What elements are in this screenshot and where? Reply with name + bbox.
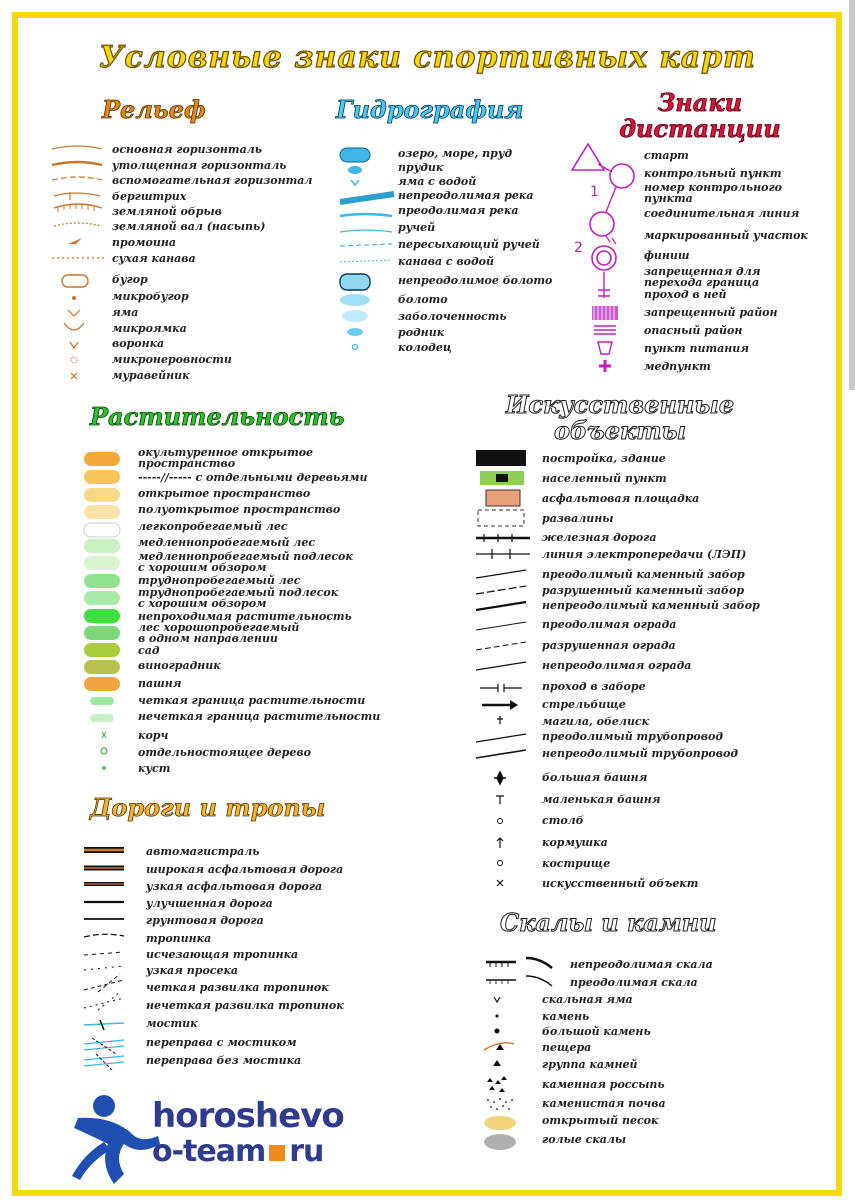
rock-label-10: голые скалы xyxy=(542,1133,627,1146)
fence-symbol xyxy=(476,622,526,630)
distance-label-9: проход в ней xyxy=(644,288,727,301)
distance-label-11: опасный район xyxy=(644,324,743,337)
cairn-symbol xyxy=(498,819,503,824)
logo-oteam: o-team xyxy=(152,1134,266,1169)
art-label-6: преодолимый каменный забор xyxy=(542,568,745,581)
relief-label-4: земляной обрыв xyxy=(112,205,222,218)
relief-label-7: сухая канава xyxy=(112,252,196,265)
art-label-4: железная дорога xyxy=(542,531,657,544)
crossing-point-symbol xyxy=(480,684,522,692)
road-label-10: мостик xyxy=(146,1017,198,1030)
hydro-label-3: непреодолимая река xyxy=(398,189,534,202)
boulder-field-symbol xyxy=(487,1076,507,1092)
veg-swatch-15 xyxy=(90,714,114,722)
road-label-3: улучшенная дорога xyxy=(146,897,273,910)
high-wall-symbol xyxy=(476,602,526,610)
small-depression-symbol xyxy=(64,323,84,330)
logo-square-icon xyxy=(269,1145,285,1161)
small-tower-symbol xyxy=(496,796,504,804)
veg-label-5: легкопробегаемый лес xyxy=(138,520,288,533)
earth-bank-symbol xyxy=(54,204,102,208)
relief-label-14: муравейник xyxy=(112,369,190,382)
control-number-1: 1 xyxy=(590,184,599,200)
relief-label-9: микробугор xyxy=(112,290,189,303)
distance-label-0: старт xyxy=(644,149,689,162)
veg-swatch-13 xyxy=(84,677,120,691)
rock-label-8: каменистая почва xyxy=(542,1097,666,1110)
veg-symbol-17 xyxy=(101,748,107,754)
relief-label-10: яма xyxy=(112,306,139,319)
rock-label-5: пещера xyxy=(542,1041,592,1054)
grave-symbol xyxy=(497,716,503,724)
section-title-rocks: Скалы и камни xyxy=(500,908,717,937)
feeding-place-symbol xyxy=(497,838,503,848)
road-label-11: переправа с мостиком xyxy=(146,1036,297,1049)
veg-swatch-10 xyxy=(84,626,120,640)
building-symbol xyxy=(476,450,526,466)
logo-line2 xyxy=(152,1134,323,1169)
art-label-1: населенный пункт xyxy=(542,472,667,485)
crossing-bridge-symbol xyxy=(84,1040,124,1050)
boulder-symbol xyxy=(495,1014,498,1017)
veg-swatch-1 xyxy=(84,470,120,484)
hydro-label-6: пересыхающий ручей xyxy=(398,238,540,251)
index-contour-symbol xyxy=(52,162,102,165)
distance-label-5: маркированный участок xyxy=(644,229,808,242)
clear-junction-symbol xyxy=(84,974,124,992)
art-label-15: преодолимый трубопровод xyxy=(542,730,723,743)
road-label-12: переправа без мостика xyxy=(146,1054,302,1067)
veg-label-6: медленнопробегаемый лес xyxy=(138,536,316,549)
art-label-11: непреодолимая ограда xyxy=(542,659,692,672)
high-fence-symbol xyxy=(476,662,526,670)
veg-swatch-14 xyxy=(90,697,114,705)
art-label-2: асфальтовая площадка xyxy=(542,492,700,505)
section-title-hydrography: Гидрография xyxy=(336,95,524,124)
danger-area-symbol xyxy=(594,326,616,334)
relief-symbols xyxy=(48,140,108,390)
control-number-2: 2 xyxy=(574,240,583,256)
road-label-8: четкая развилка тропинок xyxy=(146,981,329,994)
art-label-18: маленькая башня xyxy=(542,793,661,806)
veg-swatch-8 xyxy=(84,591,120,605)
distance-label-12: пункт питания xyxy=(644,342,750,355)
marsh-symbol xyxy=(340,294,370,306)
relief-label-0: основная горизонталь xyxy=(112,143,263,156)
rock-label-3: камень xyxy=(542,1010,590,1023)
slope-line-symbol xyxy=(54,192,100,200)
distance-symbols xyxy=(566,140,646,380)
paved-area-symbol xyxy=(486,490,520,506)
first-aid-symbol xyxy=(599,360,611,372)
spring-symbol xyxy=(347,328,363,336)
small-knoll-symbol xyxy=(72,296,76,300)
distance-label-2: номер контрольного xyxy=(644,181,782,194)
rock-label-4: большой камень xyxy=(542,1025,651,1038)
veg-label-11: с хорошим обзором xyxy=(138,597,267,610)
art-label-19: столб xyxy=(542,814,584,827)
section-title-distance-line2: дистанции xyxy=(619,114,781,143)
rocks-symbols xyxy=(480,952,570,1162)
ruin-symbol xyxy=(478,510,524,526)
road-label-9: нечеткая развилка тропинок xyxy=(146,999,344,1012)
veg-label-4: полуоткрытое пространство xyxy=(138,503,341,516)
earth-wall-symbol xyxy=(54,223,102,226)
relief-label-8: бугор xyxy=(112,273,148,286)
anthill-symbol xyxy=(71,373,77,379)
veg-swatch-12 xyxy=(84,660,120,674)
uncrossable-river-symbol xyxy=(340,194,394,202)
crossing-nobridge-symbol xyxy=(84,1056,124,1066)
veg-label-7: медленнопробегаемый подлесок xyxy=(138,550,353,563)
veg-label-21: отдельностоящее дерево xyxy=(138,746,311,759)
relief-label-1: утолщенная горизонталь xyxy=(112,159,287,172)
hydro-label-1: прудик xyxy=(398,161,444,174)
high-tower-symbol xyxy=(494,772,506,784)
ruined-fence-symbol xyxy=(476,642,526,650)
distance-label-3: пункта xyxy=(644,192,693,205)
distance-label-13: медпункт xyxy=(644,360,711,373)
veg-swatch-11 xyxy=(84,643,120,657)
veg-label-3: открытое пространство xyxy=(138,487,311,500)
relief-label-11: микроямка xyxy=(112,322,187,335)
relief-label-6: промоина xyxy=(112,236,176,249)
pipeline-symbol xyxy=(476,734,526,742)
rock-label-7: каменная россыпь xyxy=(542,1078,665,1091)
road-label-5: тропинка xyxy=(146,932,212,945)
start-triangle-symbol xyxy=(572,144,604,170)
road-label-7: узкая просека xyxy=(146,964,239,977)
hydro-label-12: колодец xyxy=(398,341,452,354)
erosion-gully-symbol xyxy=(68,238,82,244)
veg-swatch-3 xyxy=(84,505,120,519)
rock-label-1: преодолимая скала xyxy=(570,976,698,989)
water-ditch-symbol xyxy=(340,260,392,262)
veg-label-2: -----//----- с отдельными деревьями xyxy=(138,471,368,484)
art-label-7: разрушенный каменный забор xyxy=(542,584,745,597)
roads-symbols xyxy=(80,842,130,1070)
veg-swatch-5 xyxy=(84,539,120,553)
veg-label-17: пашня xyxy=(138,677,182,690)
distance-label-4: соединительная линия xyxy=(644,207,800,220)
section-title-artificial-line2: объекты xyxy=(553,416,687,445)
veg-label-13: лес хорошопробегаемый xyxy=(138,621,300,634)
veg-label-9: труднопробегаемый лес xyxy=(138,574,301,587)
veg-label-12: непроходимая растительность xyxy=(138,610,352,623)
veg-label-18: четкая граница растительности xyxy=(138,694,366,707)
hydro-label-2: яма с водой xyxy=(398,175,477,188)
crossable-river-symbol xyxy=(340,214,392,216)
relief-label-13: микронеровности xyxy=(112,353,232,366)
contour-symbol xyxy=(52,146,102,149)
veg-symbol-18 xyxy=(102,766,105,769)
section-title-vegetation: Растительность xyxy=(90,402,345,431)
connecting-line-symbol xyxy=(606,187,616,212)
veg-label-19: нечеткая граница растительности xyxy=(138,710,381,723)
narrow-ride-symbol xyxy=(84,966,124,970)
art-label-13: стрельбище xyxy=(542,698,626,711)
art-label-8: непреодолимый каменный забор xyxy=(542,599,760,612)
wet-ground-symbol xyxy=(342,310,368,322)
small-path-symbol xyxy=(84,952,124,955)
hydro-label-4: преодолимая река xyxy=(398,204,519,217)
veg-symbol-16 xyxy=(102,732,106,738)
depression-symbol xyxy=(68,310,80,316)
section-title-roads: Дороги и тропы xyxy=(90,793,326,822)
page-title: Условные знаки спортивных карт xyxy=(99,40,756,75)
road-label-2: узкая асфальтовая дорога xyxy=(146,880,323,893)
road-label-6: исчезающая тропинка xyxy=(146,948,299,961)
relief-label-2: вспомогательная горизонтал xyxy=(112,174,313,187)
veg-label-14: в одном направлении xyxy=(138,632,278,645)
finish-symbol xyxy=(592,246,616,270)
road-label-4: грунтовая дорога xyxy=(146,914,264,927)
knoll-symbol xyxy=(62,275,88,287)
veg-swatch-2 xyxy=(84,488,120,502)
distance-label-1: контрольный пункт xyxy=(644,167,782,180)
rock-label-2: скальная яма xyxy=(542,993,633,1006)
distance-label-6: финиш xyxy=(644,249,690,262)
art-label-12: проход в заборе xyxy=(542,680,646,693)
manmade-object-symbol xyxy=(497,880,503,886)
unclear-junction-symbol xyxy=(84,992,124,1010)
hydro-label-11: родник xyxy=(398,326,445,339)
footpath-symbol xyxy=(84,934,124,937)
art-label-9: преодолимая ограда xyxy=(542,618,677,631)
hydro-label-9: болото xyxy=(398,293,448,306)
high-pipeline-symbol xyxy=(476,750,526,758)
bare-rock-symbol xyxy=(484,1134,516,1150)
ruined-wall-symbol xyxy=(476,586,526,594)
marked-route-symbol xyxy=(606,236,616,244)
veg-swatch-7 xyxy=(84,574,120,588)
art-label-10: разрушенная ограда xyxy=(542,639,676,652)
section-title-artificial xyxy=(480,392,760,444)
rock-label-6: группа камней xyxy=(542,1058,638,1071)
broken-ground-symbol xyxy=(71,357,77,363)
veg-label-8: с хорошим обзором xyxy=(138,561,267,574)
art-label-3: развалины xyxy=(542,512,614,525)
veg-label-10: труднопробегаемый подлесок xyxy=(138,586,339,599)
veg-swatch-6 xyxy=(84,556,120,570)
distance-label-10: запрещенный район xyxy=(644,306,778,319)
hydro-label-0: озеро, море, пруд xyxy=(398,147,513,160)
pond-symbol xyxy=(348,166,362,174)
art-label-5: линия электропередачи (ЛЭП) xyxy=(542,548,747,561)
veg-label-1: пространство xyxy=(138,457,236,470)
art-label-0: постройка, здание xyxy=(542,452,666,465)
veg-swatch-4 xyxy=(84,523,120,537)
hydro-label-8: непреодолимое болото xyxy=(398,274,553,287)
veg-label-0: окультуренное открытое xyxy=(138,446,314,459)
horoshevo-logo[interactable] xyxy=(70,1088,370,1188)
section-title-distance-line1: Знаки xyxy=(657,88,743,117)
art-label-17: большая башня xyxy=(542,771,648,784)
art-label-16: непреодолимый трубопровод xyxy=(542,747,738,760)
boulder-cluster-symbol xyxy=(493,1060,501,1066)
pit-symbol xyxy=(70,342,78,348)
veg-swatch-0 xyxy=(84,452,120,466)
hydro-label-7: канава с водой xyxy=(398,255,494,268)
veg-label-16: виноградник xyxy=(138,659,221,672)
open-sand-symbol xyxy=(484,1116,516,1130)
hydro-symbols xyxy=(336,140,396,360)
relief-label-12: воронка xyxy=(112,337,165,350)
logo-ru: ru xyxy=(289,1134,324,1169)
distance-label-7: запрещенная для xyxy=(644,265,761,278)
stony-ground-symbol xyxy=(487,1098,513,1110)
road-label-0: автомагистраль xyxy=(146,845,260,858)
uncrossable-marsh-symbol xyxy=(340,274,370,290)
relief-label-3: бергштрих xyxy=(112,190,187,203)
rock-label-0: непреодолимая скала xyxy=(570,958,713,971)
rock-label-9: открытый песок xyxy=(542,1114,659,1127)
art-label-20: кормушка xyxy=(542,836,608,849)
stone-wall-symbol xyxy=(476,570,526,578)
art-label-22: искусственный объект xyxy=(542,877,699,890)
hydro-label-10: заболоченность xyxy=(398,310,507,323)
footbridge-symbol xyxy=(84,1023,124,1025)
veg-label-20: корч xyxy=(138,729,169,742)
logo-line1: horoshevo xyxy=(152,1096,344,1136)
section-title-artificial-line1: Искусственные xyxy=(505,390,735,419)
water-pit-symbol xyxy=(351,180,359,185)
veg-label-15: сад xyxy=(138,644,160,657)
distance-label-8: перехода граница xyxy=(644,276,760,289)
section-title-relief: Рельеф xyxy=(102,95,206,124)
lake-symbol xyxy=(340,148,370,162)
rocky-pit-symbol xyxy=(494,997,500,1002)
form-line-symbol xyxy=(52,177,102,180)
hydro-label-5: ручей xyxy=(398,221,436,234)
relief-label-5: земляной вал (насыпь) xyxy=(112,220,266,233)
art-label-21: кострище xyxy=(542,857,611,870)
road-label-1: широкая асфальтовая дорога xyxy=(146,863,344,876)
forbidden-boundary-symbol xyxy=(598,272,610,298)
fireplace-symbol xyxy=(498,861,503,866)
art-label-14: магила, обелиск xyxy=(542,715,650,728)
large-boulder-symbol xyxy=(495,1029,500,1034)
stream-symbol xyxy=(340,230,392,232)
well-symbol xyxy=(353,345,358,350)
dry-stream-symbol xyxy=(340,244,392,246)
vegetation-symbols xyxy=(80,448,130,778)
section-title-distance xyxy=(590,90,810,142)
veg-swatch-9 xyxy=(84,609,120,623)
veg-label-22: куст xyxy=(138,762,171,775)
control-circle-symbol xyxy=(610,164,634,188)
refreshment-symbol xyxy=(598,342,612,354)
artificial-symbols xyxy=(470,446,540,896)
